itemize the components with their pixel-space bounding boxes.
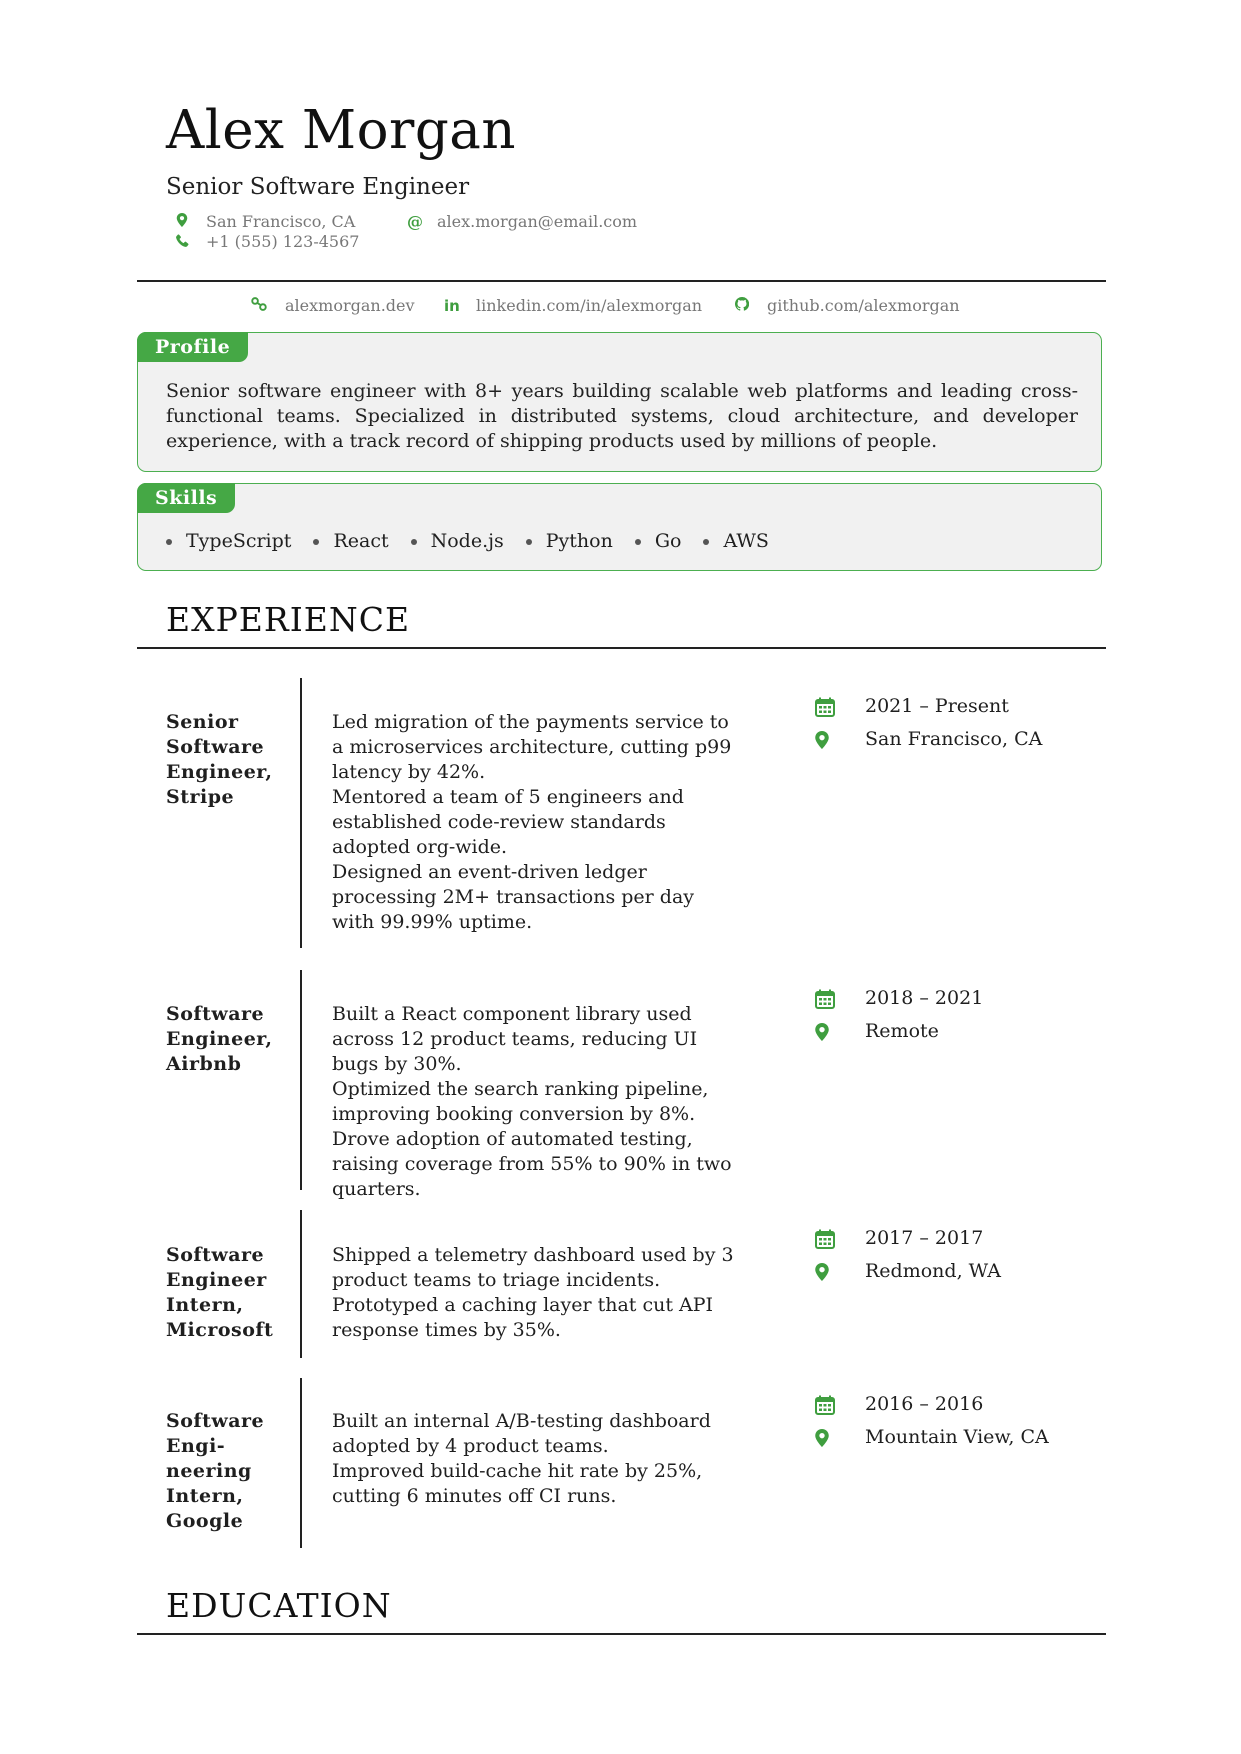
- github-icon: [735, 296, 767, 316]
- job-location: Mountain View, CA: [865, 1426, 1049, 1448]
- job-dates: 2016 – 2016: [865, 1393, 984, 1415]
- job-title: Senior Software Engineer, Stripe: [166, 711, 273, 808]
- job-divider: [300, 678, 302, 948]
- job-divider: [300, 1210, 302, 1358]
- skill-item: Go: [635, 529, 682, 554]
- job-bullets: [332, 1002, 742, 1202]
- job-bullet: Shipped a telemetry dashboard used by 3 product teams to triage incidents.: [332, 1244, 734, 1291]
- calendar-icon: [815, 697, 865, 717]
- bullet-dot: [635, 539, 641, 545]
- experience-heading: EXPERIENCE: [166, 600, 411, 639]
- job-bullet: Mentored a team of 5 engineers and established code-review standards adopted org-wide.: [332, 786, 684, 858]
- job-bullet: Designed an event-driven ledger processing 2M+ transactions per day with 99.99% uptime.: [332, 861, 695, 933]
- skill-item: Python: [526, 529, 613, 554]
- skills-box: [137, 483, 1102, 571]
- education-divider: [137, 1633, 1106, 1635]
- job-bullets: [332, 1243, 742, 1343]
- skills-heading: Skills: [137, 483, 235, 513]
- job-divider: [300, 1378, 302, 1548]
- skill-item: React: [313, 529, 388, 554]
- contact-github[interactable]: [735, 296, 960, 316]
- contact-phone: [176, 232, 359, 252]
- job-location: San Francisco, CA: [865, 728, 1043, 750]
- location-text: San Francisco, CA: [206, 212, 356, 231]
- header-divider: [137, 280, 1106, 282]
- profile-box: [137, 332, 1102, 472]
- job-dates: 2021 – Present: [865, 695, 1009, 717]
- bullet-dot: [166, 539, 172, 545]
- job-title: Software Engineer Intern, Microsoft: [166, 1244, 274, 1341]
- job-divider: [300, 970, 302, 1190]
- map-pin-icon: [815, 731, 865, 749]
- website-text[interactable]: alexmorgan.dev: [285, 296, 415, 315]
- job-dates: 2017 – 2017: [865, 1227, 984, 1249]
- job-meta: [815, 982, 983, 1048]
- contact-location: [176, 212, 355, 232]
- calendar-icon: [815, 989, 865, 1009]
- education-heading: EDUCATION: [166, 1586, 392, 1625]
- job-location: Redmond, WA: [865, 1260, 1001, 1282]
- job-bullet: Led migration of the payments service to a microservices architecture, cutting p99 latency by 42%.: [332, 711, 732, 783]
- job-title: Software Engineer, Airbnb: [166, 1003, 273, 1075]
- contact-website[interactable]: [251, 296, 415, 316]
- job-location: Remote: [865, 1020, 939, 1042]
- profile-heading: Profile: [137, 332, 248, 362]
- job-bullet: Prototyped a caching layer that cut API response times by 35%.: [332, 1294, 714, 1341]
- github-text[interactable]: github.com/alexmorgan: [767, 296, 960, 315]
- skill-item: AWS: [703, 529, 769, 554]
- contact-linkedin[interactable]: [444, 296, 702, 316]
- linkedin-icon: in: [444, 297, 460, 315]
- job-bullets: [332, 1409, 742, 1509]
- map-pin-icon: [176, 212, 206, 232]
- map-pin-icon: [815, 1263, 865, 1281]
- bullet-dot: [313, 539, 319, 545]
- job-meta: [815, 690, 1042, 756]
- calendar-icon: [815, 1395, 865, 1415]
- map-pin-icon: [815, 1023, 865, 1041]
- bullet-dot: [526, 539, 532, 545]
- job-dates: 2018 – 2021: [865, 987, 984, 1009]
- bullet-dot: [411, 539, 417, 545]
- job-bullet: Drove adoption of automated testing, raising coverage from 55% to 90% in two quarters.: [332, 1128, 732, 1200]
- job-title: Software Engi- neering Intern, Google: [166, 1410, 265, 1532]
- job-bullet: Optimized the search ranking pipeline, improving booking conversion by 8%.: [332, 1078, 709, 1125]
- experience-divider: [137, 647, 1106, 649]
- job-bullet: Improved build-cache hit rate by 25%, cutting 6 minutes off CI runs.: [332, 1460, 703, 1507]
- phone-icon: [176, 232, 206, 252]
- job-bullet: Built a React component library used across 12 product teams, reducing UI bugs by 30%.: [332, 1003, 698, 1075]
- skill-item: TypeScript: [166, 529, 291, 554]
- contact-email[interactable]: [407, 212, 637, 232]
- phone-text: +1 (555) 123-4567: [206, 232, 360, 251]
- job-bullet: Built an internal A/B-testing dashboard adopted by 4 product teams.: [332, 1410, 711, 1457]
- resume-name: Alex Morgan: [166, 100, 516, 161]
- job-bullets: [332, 710, 742, 935]
- profile-text: Senior software engineer with 8+ years building scalable web platforms and leading cross-functional teams. Specialized in distributed systems, cloud architecture, and developer experience, with a track record of shipping products used by millions of people.: [166, 380, 1078, 452]
- job-meta: [815, 1388, 1049, 1454]
- email-text[interactable]: alex.morgan@email.com: [437, 212, 638, 231]
- job-meta: [815, 1222, 1001, 1288]
- link-icon: [251, 296, 285, 316]
- bullet-dot: [703, 539, 709, 545]
- resume-title: Senior Software Engineer: [166, 174, 470, 200]
- skills-list: [166, 529, 791, 554]
- map-pin-icon: [815, 1429, 865, 1447]
- calendar-icon: [815, 1229, 865, 1249]
- linkedin-text[interactable]: linkedin.com/in/alexmorgan: [476, 296, 703, 315]
- at-icon: @: [407, 212, 423, 231]
- skill-item: Node.js: [411, 529, 504, 554]
